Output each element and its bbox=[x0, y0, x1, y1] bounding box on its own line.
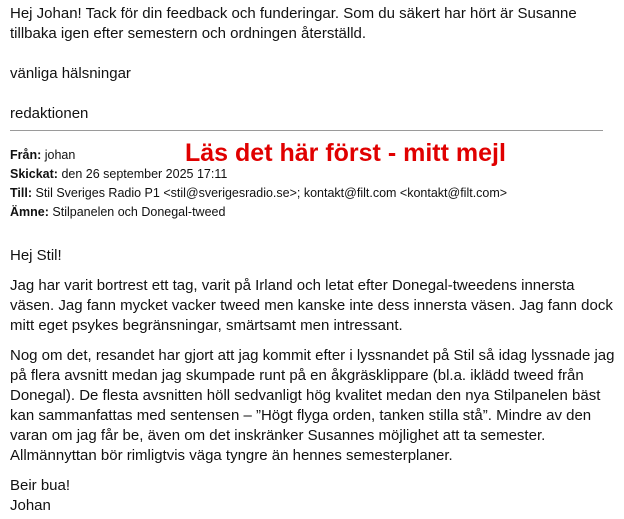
body-paragraph: Nog om det, resandet har gjort att jag kommit efter i lyssnandet på Stil så idag lyssnade jag på flera avsnitt medan jag skumpade runt på en åkgräsklippare (bl.a. iklädd tweed från Donegal). De flesta avsnitten höll sedvanligt hög kvalitet medan den nya Stilpanelen bäst kan sammanfattas med sentensen – ”Högt flyga orden, tanken stilla stå”. Mindre av den varan om jag får be, även om det inskränker Susannes möjlighet att ta semester. Allmännyttan bör rimligtvis väga tyngre än hennes semesterplaner. bbox=[10, 347, 615, 464]
body-paragraph: Jag har varit bortrest ett tag, varit på Irland och letat efter Donegal-tweedens innersta väsen. Jag fann mycket vacker tweed men kanske inte dess innersta väsen. Jag fann dock mitt eget psykes begränsningar, smärtsamt men intressant. bbox=[10, 277, 613, 334]
subject-label: Ämne: bbox=[10, 205, 49, 219]
to-label: Till: bbox=[10, 186, 32, 200]
sent-value: den 26 september 2025 17:11 bbox=[61, 167, 228, 181]
to-value[interactable]: Stil Sveriges Radio P1 <stil@sverigesradio.se>; kontakt@filt.com <kontakt@filt.com> bbox=[35, 186, 508, 200]
reply-greeting: vänliga hälsningar bbox=[10, 65, 131, 82]
to-row bbox=[10, 184, 620, 203]
quote-divider bbox=[10, 130, 603, 131]
blank-line bbox=[10, 44, 610, 64]
reply-sender: redaktionen bbox=[10, 105, 89, 122]
from-value[interactable]: johan bbox=[44, 148, 76, 162]
signature: Johan bbox=[10, 497, 51, 514]
overlay-annotation: Läs det här först - mitt mejl bbox=[185, 139, 506, 167]
sent-label: Skickat: bbox=[10, 167, 58, 181]
reply-line: tillbaka igen efter semestern och ordningen återställd. bbox=[10, 25, 367, 42]
blank-line bbox=[10, 84, 610, 104]
reply-message bbox=[10, 4, 610, 124]
subject-row bbox=[10, 203, 620, 222]
salutation: Hej Stil! bbox=[10, 247, 62, 264]
from-label: Från: bbox=[10, 148, 42, 162]
closing: Beir bua! bbox=[10, 477, 71, 494]
reply-line: Hej Johan! Tack för din feedback och funderingar. Som du säkert har hört är Susanne bbox=[10, 5, 577, 22]
original-message-body bbox=[10, 246, 616, 516]
subject-value: Stilpanelen och Donegal-tweed bbox=[52, 205, 226, 219]
